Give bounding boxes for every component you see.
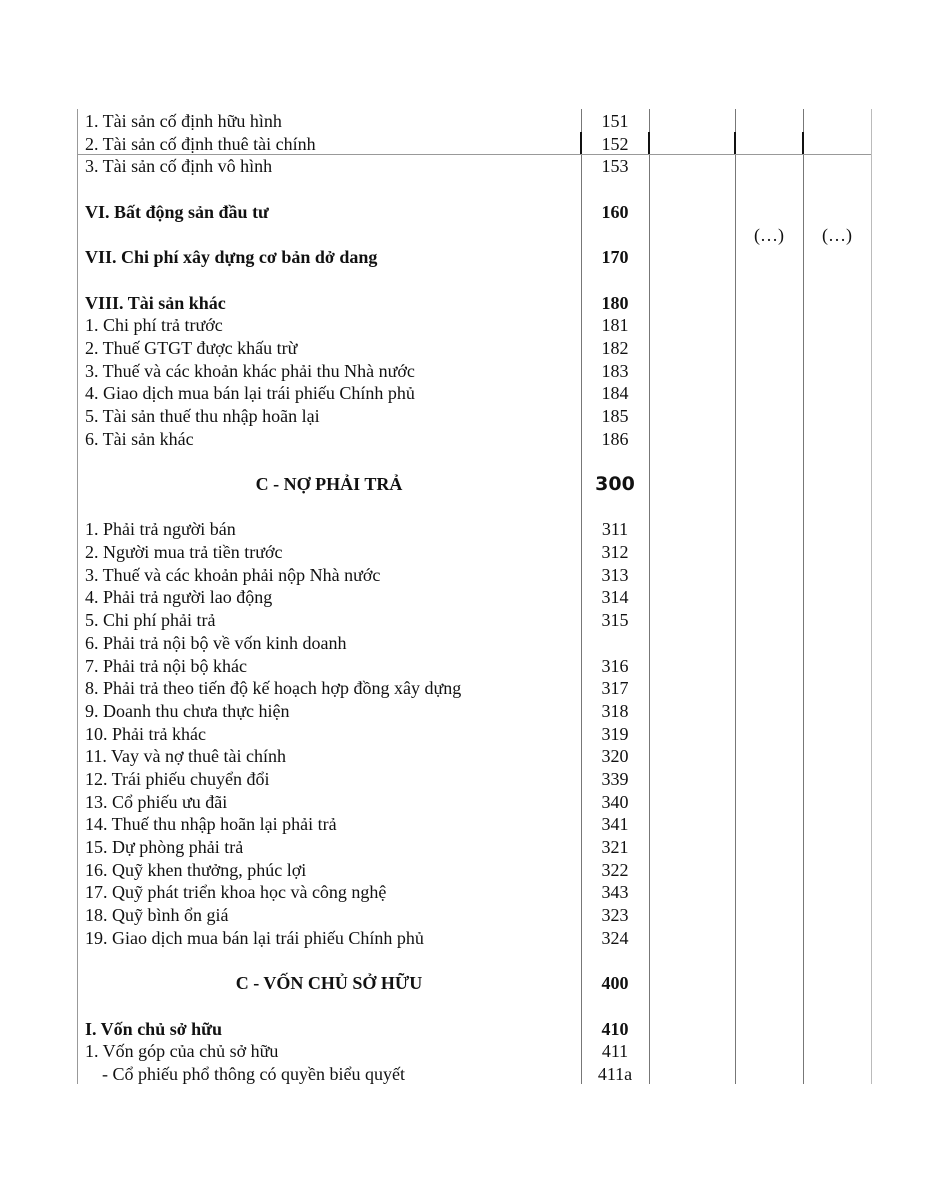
table-row	[0, 791, 927, 814]
table-row	[0, 700, 927, 723]
row-code: 316	[601, 655, 629, 676]
table-row	[0, 564, 927, 587]
ellipsis-value-col4: (…)	[754, 225, 784, 245]
row-label: 12. Trái phiếu chuyển đổi	[85, 768, 270, 789]
row-code: 184	[601, 383, 629, 404]
table-row	[0, 1018, 927, 1041]
row-code: 339	[601, 768, 629, 789]
table-rows	[0, 110, 927, 1086]
row-label: 9. Doanh thu chưa thực hiện	[85, 700, 290, 721]
spacer-row	[0, 223, 927, 246]
ellipsis-value-col5: (…)	[822, 225, 852, 245]
row-label: VII. Chi phí xây dựng cơ bản dở dang	[85, 247, 378, 268]
row-label: 1. Vốn góp của chủ sở hữu	[85, 1041, 279, 1062]
row-code: 186	[601, 428, 629, 449]
table-row	[0, 1040, 927, 1063]
row-code: 314	[601, 587, 629, 608]
table-row	[0, 541, 927, 564]
row-code: 152	[601, 133, 629, 154]
spacer-row	[0, 178, 927, 201]
table-row	[0, 632, 927, 655]
row-code: 312	[601, 542, 629, 563]
table-row	[0, 133, 927, 156]
table-row	[0, 904, 927, 927]
row-label: - Cổ phiếu phổ thông có quyền biểu quyết	[102, 1063, 405, 1084]
row-code: 151	[601, 111, 629, 131]
row-code: 411	[601, 1041, 629, 1062]
row-code: 400	[601, 973, 629, 994]
row-label: 2. Người mua trả tiền trước	[85, 542, 283, 563]
row-code: 340	[601, 791, 629, 812]
table-row	[0, 768, 927, 791]
table-row	[0, 360, 927, 383]
table-row	[0, 881, 927, 904]
table-row	[0, 586, 927, 609]
row-code: 300	[595, 473, 635, 495]
table-row	[0, 927, 927, 950]
row-code: 153	[601, 156, 629, 177]
table-row	[0, 110, 927, 133]
row-label: 2. Thuế GTGT được khấu trừ	[85, 337, 298, 358]
row-code: 320	[601, 746, 629, 767]
row-label: 15. Dự phòng phải trả	[85, 837, 244, 857]
row-label: 7. Phải trả nội bộ khác	[85, 655, 247, 676]
spacer-row	[0, 496, 927, 519]
section-heading-row	[0, 972, 927, 995]
row-label: 19. Giao dịch mua bán lại trái phiếu Chính phủ	[85, 927, 424, 948]
row-label: 1. Phải trả người bán	[85, 519, 236, 540]
row-code: 343	[601, 882, 629, 903]
row-label: 4. Giao dịch mua bán lại trái phiếu Chính phủ	[85, 383, 415, 404]
table-row	[0, 813, 927, 836]
table-row	[0, 723, 927, 746]
table-row	[0, 609, 927, 632]
row-code: 322	[601, 859, 629, 880]
table-row	[0, 1063, 927, 1086]
row-code: 323	[601, 905, 629, 926]
table-row	[0, 314, 927, 337]
row-label: 4. Phải trả người lao động	[85, 587, 273, 608]
table-row	[0, 677, 927, 700]
row-label: 3. Tài sản cố định vô hình	[85, 156, 273, 177]
table-row	[0, 745, 927, 768]
row-label: 13. Cổ phiếu ưu đãi	[85, 791, 228, 812]
row-label: 18. Quỹ bình ổn giá	[85, 905, 229, 926]
row-label: 2. Tài sản cố định thuê tài chính	[85, 133, 316, 154]
row-code: 410	[601, 1018, 629, 1039]
row-code: 181	[601, 315, 629, 336]
table-row	[0, 155, 927, 178]
table-row	[0, 655, 927, 678]
row-code: 170	[601, 247, 629, 268]
row-code: 324	[601, 927, 629, 948]
spacer-row	[0, 949, 927, 972]
table-row	[0, 382, 927, 405]
row-code: 313	[601, 564, 629, 585]
row-code: 411a	[597, 1063, 633, 1084]
row-code: 318	[601, 700, 629, 721]
table-row	[0, 836, 927, 859]
row-label: 1. Chi phí trả trước	[85, 315, 223, 336]
table-row	[0, 859, 927, 882]
row-label: C - NỢ PHẢI TRẢ	[255, 474, 403, 494]
row-label: 5. Chi phí phải trả	[85, 610, 216, 631]
row-label: 6. Phải trả nội bộ về vốn kinh doanh	[85, 632, 347, 653]
row-label: 17. Quỹ phát triển khoa học và công nghệ	[85, 882, 387, 903]
table-row	[0, 428, 927, 451]
row-label: 11. Vay và nợ thuê tài chính	[85, 746, 286, 767]
row-label: 14. Thuế thu nhập hoãn lại phải trả	[85, 814, 337, 835]
spacer-row	[0, 269, 927, 292]
row-code: 315	[601, 610, 629, 631]
row-code: 341	[601, 814, 629, 835]
table-row	[0, 292, 927, 315]
row-label: 8. Phải trả theo tiến độ kế hoạch hợp đồng xây dựng	[85, 678, 462, 699]
row-code: 321	[601, 837, 629, 857]
row-code: 317	[601, 678, 629, 699]
row-label: 16. Quỹ khen thưởng, phúc lợi	[85, 859, 307, 880]
row-label: 1. Tài sản cố định hữu hình	[85, 111, 282, 131]
table-row	[0, 201, 927, 224]
row-code: 311	[601, 519, 629, 540]
table-row	[0, 518, 927, 541]
table-row	[0, 337, 927, 360]
row-code: 319	[601, 723, 629, 744]
row-code: 185	[601, 405, 629, 426]
row-label: 6. Tài sản khác	[85, 428, 194, 449]
table-row	[0, 405, 927, 428]
row-code: 180	[601, 292, 629, 313]
spacer-row	[0, 995, 927, 1018]
row-code: 183	[601, 360, 629, 381]
row-label: I. Vốn chủ sở hữu	[85, 1018, 222, 1039]
spacer-row	[0, 450, 927, 473]
table-row	[0, 246, 927, 269]
row-label: VI. Bất động sản đầu tư	[85, 201, 269, 222]
row-label: VIII. Tài sản khác	[85, 292, 226, 313]
row-label: 5. Tài sản thuế thu nhập hoãn lại	[85, 405, 320, 426]
row-label: 10. Phải trả khác	[85, 723, 206, 744]
row-label: 3. Thuế và các khoản khác phải thu Nhà nước	[85, 360, 415, 381]
row-code: 160	[601, 201, 629, 222]
row-label: C - VỐN CHỦ SỞ HỮU	[235, 973, 423, 994]
row-label: 3. Thuế và các khoản phải nộp Nhà nước	[85, 564, 381, 585]
row-code: 182	[601, 337, 629, 358]
section-heading-row	[0, 473, 927, 496]
